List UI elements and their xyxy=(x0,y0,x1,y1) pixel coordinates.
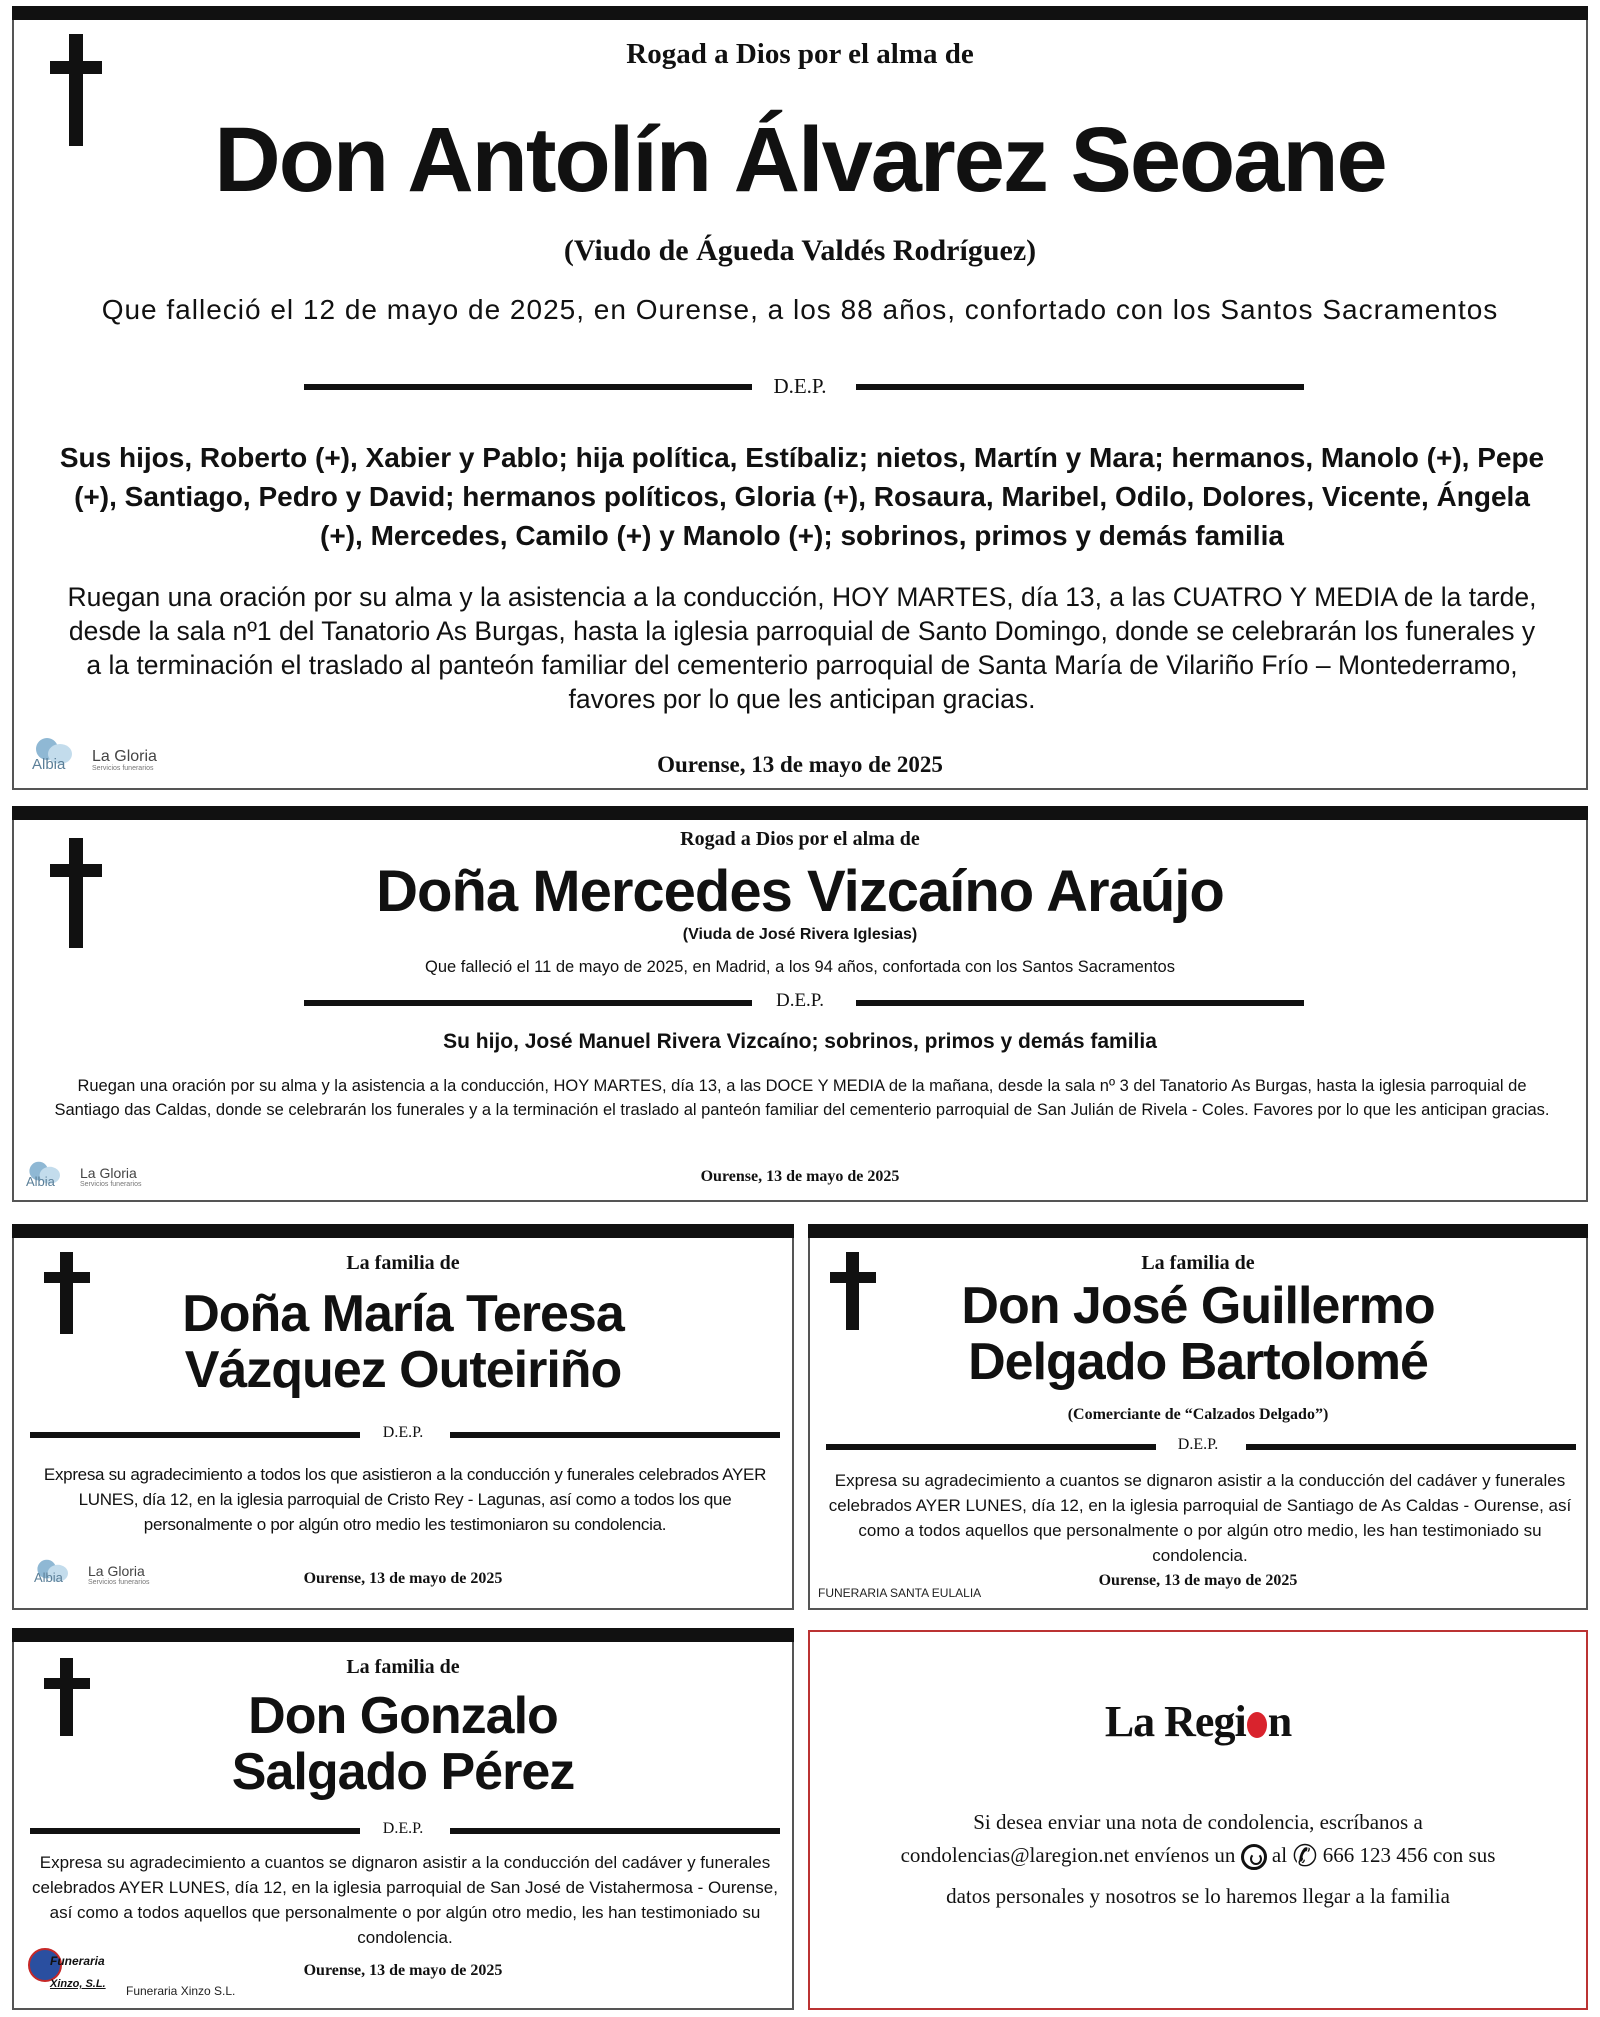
thanks-text: Expresa su agradecimiento a todos los que asistieron a la conducción y funerales celebrados AYER LUNES, día 12, en la iglesia parroquial de Cristo Rey - Lagunas, así como a todos los que personalmente o por algún otro medio les testimoniaron su condolencia. xyxy=(43,1465,767,1534)
xinzo-logo: Funeraria Xinzo, S.L. xyxy=(28,1948,138,2002)
top-border xyxy=(808,1224,1588,1238)
dep: D.E.P. xyxy=(773,374,827,398)
phone-icon: ✆ xyxy=(1292,1840,1318,1873)
email[interactable]: condolencias@laregion.net envíenos un xyxy=(900,1842,1236,1867)
relation: (Viuda de José Rivera Iglesias) xyxy=(682,926,918,943)
dep: D.E.P. xyxy=(1177,1436,1219,1453)
top-border xyxy=(12,6,1588,20)
relation: (Comerciante de “Calzados Delgado”) xyxy=(1067,1406,1329,1423)
condolence-promo xyxy=(808,1630,1588,2010)
notice-date: Ourense, 13 de mayo de 2025 xyxy=(303,1962,503,1979)
notice-intro: Rogad a Dios por el alma de xyxy=(680,828,920,850)
relation: (Viudo de Águeda Valdés Rodríguez) xyxy=(563,234,1037,267)
notice-intro: La familia de xyxy=(346,1656,460,1678)
thanks-text: Expresa su agradecimiento a cuantos se dignaron asistir a la conducción del cadáver y funerales celebrados AYER LUNES, día 12, en la iglesia parroquial de Santiago de As Caldas - Ourense, así como a todos aquellos que personalmente o por algún otro medio, les han testimoniado su condolencia. xyxy=(828,1471,1572,1565)
notice-date: Ourense, 13 de mayo de 2025 xyxy=(657,752,943,777)
phone-number[interactable]: 666 123 456 con sus xyxy=(1322,1842,1496,1867)
top-border xyxy=(12,1628,794,1642)
notice-jose-guillermo xyxy=(808,1224,1588,1610)
red-dot-icon xyxy=(1247,1712,1267,1738)
divider-right xyxy=(450,1828,780,1834)
deceased-name-line2: Delgado Bartolomé xyxy=(968,1333,1428,1391)
deceased-name-line1: Don José Guillermo xyxy=(961,1277,1435,1335)
notice-maria-teresa xyxy=(12,1224,794,1610)
top-border xyxy=(12,1224,794,1238)
albia-logo: Albia La Gloria Servicios funerarios xyxy=(32,726,192,776)
divider-right xyxy=(1246,1444,1576,1450)
deceased-name-line2: Vázquez Outeiriño xyxy=(184,1341,622,1399)
deceased-name-line1: Don Gonzalo xyxy=(248,1687,558,1745)
deceased-name: Don Antolín Álvarez Seoane xyxy=(214,109,1386,211)
promo-line3: datos personales y nosotros se lo haremos llegar a la familia xyxy=(946,1884,1450,1908)
request-text: Ruegan una oración por su alma y la asistencia a la conducción, HOY MARTES, día 13, a las DOCE Y MEDIA de la mañana, desde la sala nº 3 del Tanatorio As Burgas, hasta la iglesia parroquial de Santiago das Caldas, donde se celebrarán los funerales y a la terminación el traslado al panteón familiar del cementerio parroquial de San Julián de Rivela - Coles. Favores por lo que les anticipan gracias. xyxy=(54,1077,1550,1119)
notice-intro: Rogad a Dios por el alma de xyxy=(626,38,974,70)
death-info: Que falleció el 11 de mayo de 2025, en Madrid, a los 94 años, confortada con los Santos Sacramentos xyxy=(425,958,1175,976)
notice-date: Ourense, 13 de mayo de 2025 xyxy=(700,1168,900,1185)
notice-date: Ourense, 13 de mayo de 2025 xyxy=(303,1570,503,1587)
dep: D.E.P. xyxy=(382,1820,424,1837)
notice-intro: La familia de xyxy=(346,1252,460,1274)
promo-line2: condolencias@laregion.net envíenos un al ✆ 666 123 456 con sus xyxy=(900,1840,1496,1873)
notice-intro: La familia de xyxy=(1141,1252,1255,1274)
divider-right xyxy=(856,384,1304,390)
promo-line1: Si desea enviar una nota de condolencia, escríbanos a xyxy=(973,1810,1423,1834)
dep: D.E.P. xyxy=(775,990,825,1011)
albia-logo: Albia La Gloria Servicios funerarios xyxy=(34,1542,194,1592)
notice-antolin xyxy=(12,6,1588,790)
notice-mercedes xyxy=(12,806,1588,1202)
divider-right xyxy=(856,1000,1304,1006)
la-region-logo: La Regi n xyxy=(1104,1697,1292,1746)
funeral-home-label: FUNERARIA SANTA EULALIA xyxy=(818,1586,982,1600)
request-text: Ruegan una oración por su alma y la asistencia a la conducción, HOY MARTES, día 13, a las CUATRO Y MEDIA de la tarde, desde la sala nº1 del Tanatorio As Burgas, hasta la iglesia parroquial de Santo Domingo, donde se celebrarán los funerales y a la terminación el traslado al panteón familiar del cementerio parroquial de Santa María de Vilariño Frío – Montederramo, favores por lo que les anticipan gracias. xyxy=(67,582,1537,714)
thanks-text: Expresa su agradecimiento a cuantos se dignaron asistir a la conducción del cadáver y funerales celebrados AYER LUNES, día 12, en la iglesia parroquial de San José de Vistahermosa - Ourense, así como a todos aquellos que personalmente o por algún otro medio, les han testimoniado su condolencia. xyxy=(32,1853,778,1947)
whatsapp-icon xyxy=(1241,1844,1267,1870)
albia-logo: Albia La Gloria Servicios funerarios xyxy=(26,1148,186,1194)
deceased-name: Doña Mercedes Vizcaíno Araújo xyxy=(376,859,1224,924)
top-border xyxy=(12,806,1588,820)
funeral-home-label: Funeraria Xinzo S.L. xyxy=(126,1984,236,1998)
notice-gonzalo xyxy=(12,1628,794,2010)
family-list: Su hijo, José Manuel Rivera Vizcaíno; sobrinos, primos y demás familia xyxy=(443,1030,1157,1053)
death-info: Que falleció el 12 de mayo de 2025, en Ourense, a los 88 años, confortado con los Santos Sacramentos xyxy=(101,294,1499,325)
notice-date: Ourense, 13 de mayo de 2025 xyxy=(1098,1572,1298,1589)
deceased-name-line2: Salgado Pérez xyxy=(231,1743,575,1801)
dep: D.E.P. xyxy=(382,1424,424,1441)
family-list: Sus hijos, Roberto (+), Xabier y Pablo; hija política, Estíbaliz; nietos, Martín y Mara; hermanos, Manolo (+), Pepe (+), Santiago, Pedro y David; hermanos políticos, Gloria (+), Rosaura, Maribel, Odilo, Dolores, Vicente, Ángela (+), Mercedes, Camilo (+) y Manolo (+); sobrinos, primos y demás familia xyxy=(59,442,1545,551)
divider-right xyxy=(450,1432,780,1438)
deceased-name-line1: Doña María Teresa xyxy=(182,1285,624,1343)
